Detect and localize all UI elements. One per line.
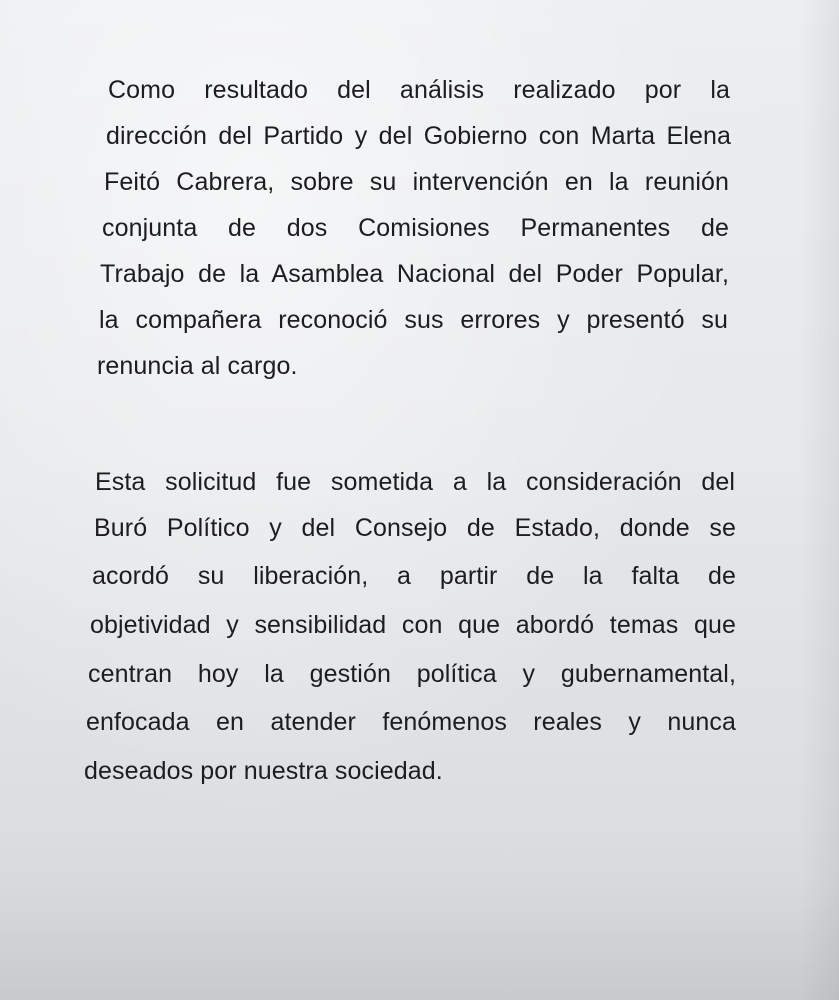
paragraph-1-line-1: Como resultado del análisis realizado por la [108,76,730,104]
paragraph-2-line-3: acordó su liberación, a partir de la falta de [92,562,736,590]
paragraph-1-line-5: Trabajo de la Asamblea Nacional del Poder Popular, [100,260,729,288]
paragraph-2-line-7: deseados por nuestra sociedad. [84,757,443,785]
paragraph-1-line-4: conjunta de dos Comisiones Permanentes de [102,214,729,242]
paragraph-2-line-5: centran hoy la gestión política y gubernamental, [88,660,736,688]
page-shadow-bottom [0,880,839,1000]
paragraph-1-line-6: la compañera reconoció sus errores y presentó su [99,306,728,334]
paragraph-2-line-6: enfocada en atender fenómenos reales y nunca [86,708,736,736]
paragraph-1-line-3: Feitó Cabrera, sobre su intervención en la reunión [104,168,729,196]
paragraph-1-line-7: renuncia al cargo. [97,352,298,380]
paragraph-2-line-4: objetividad y sensibilidad con que abordó temas que [90,611,736,639]
page-shadow-right [799,0,839,1000]
paragraph-1-line-2: dirección del Partido y del Gobierno con Marta Elena [106,122,731,150]
paragraph-2-line-1: Esta solicitud fue sometida a la consideración del [95,468,735,496]
paragraph-2-line-2: Buró Político y del Consejo de Estado, donde se [94,514,736,542]
